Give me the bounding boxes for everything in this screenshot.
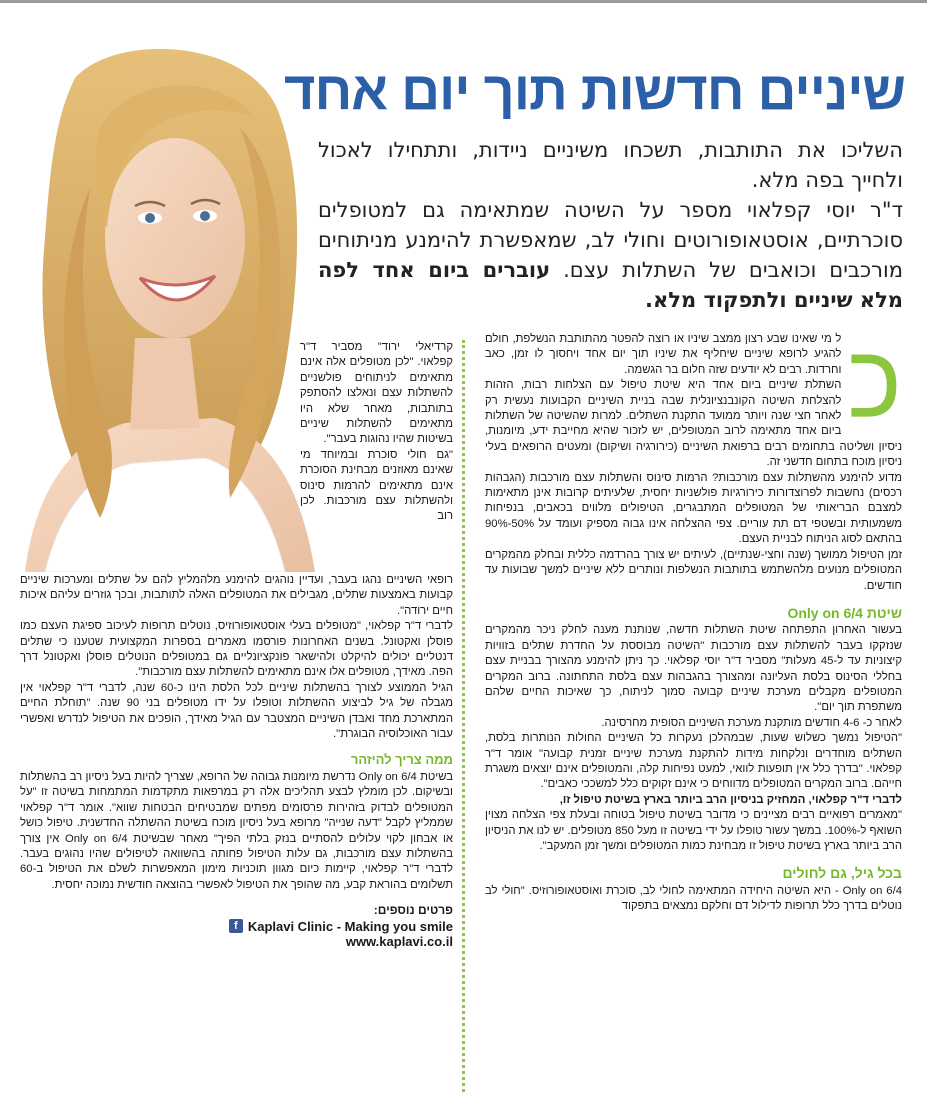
article-paragraph: זמן הטיפול ממושך (שנה וחצי-שנתיים), לעיתים יש צורך בהרדמה כללית ובחלק מהמקרים המטופלים מנועים מלהשתמש בתותבות הנשלפות ונותרים ללא שיניים למשך שבועות עד חודשים. <box>485 548 902 592</box>
article-paragraph: לדברי ד"ר קפלאוי, "מטופלים בעלי אוסטאופורוזיס, נוטלים תרופות לעיכוב ספיגת העצם כמו פוסלן ואקטונל. בשנים האחרונות פורסמו מאמרים בספרות המקצועית שטענו כי שתלים דנטליים יכולים להיקלט ולהישאר פונקציונליים גם במטופלים הנוטלים פוסלן ואקטונל דרך הפה. מאידך, מטופלים אלו אינם מתאימים להשתלות עצם מורכבות". <box>20 620 453 679</box>
section-heading-en: Only on 6/4 <box>787 604 863 621</box>
article-paragraph: רופאי השיניים נהגו בעבר, ועדיין נוהגים להימנע מלהמליץ להם על שתלים ומערכות שיניים קבועות באמצעות שתלים, מגבילים את המטופלים האלה לתותבות, ובכך גוזרים עליהם איכות חיים ירודה". <box>20 574 453 617</box>
contact-label: פרטים נוספים: <box>373 903 453 918</box>
intro-paragraph-1: השליכו את התותבות, תשכחו משיניים ניידות, ותתחילו לאכול ולחייך בפה מלא. <box>318 138 903 192</box>
website-link[interactable]: www.kaplavi.co.il <box>345 933 453 949</box>
article-paragraph: בעשור האחרון התפתחה שיטת השתלות חדשה, שנותנת מענה לחלק ניכר מהמקרים שנזקקו בעבר להשתלות עצם מורכבות "השיטה מבוססת על החדרת שתלים בזוויות קיצוניות עד ל-45 מעלות" מסביר ד"ר יוסי קפלאוי. כך ניתן להימנע מהצורך בבניית עצם בחללי הסינוס בלסת העליונה ומהצורך בהגבהות עצם בלסת התחתונה. ברוב המקרים המטופלים מקבלים מערכת שיניים קבועה סמוך לניתוח, כך שאיכות החיים שלהם משתפרת תוך יום". <box>485 624 902 714</box>
left-top-column <box>300 340 453 580</box>
article-paragraph: לאחר כ- 4-6 חודשים מותקנת מערכת השיניים הסופית מחרסינה. <box>601 716 902 729</box>
left-column <box>20 573 453 1083</box>
woman-photo <box>15 38 315 572</box>
top-rule <box>0 0 927 3</box>
section-heading-he: שיטת <box>866 604 902 621</box>
article-paragraph: "הטיפול נמשך כשלוש שעות, שבמהלכן נעקרות כל השיניים החולות הנותרות בלסת, השתלים מוחדרים ונלקחות מידות להתקנת מערכת שיניים זמנית קבועה" אומר ד"ר קפלאוי. "בדרך כלל אין תופעות לוואי, למעט נפיחות קלה, והמטופלים אינם יוצאים משגרת חייהם. ברוב המקרים המטופלים מדווחים כי אינם זקוקים כלל למשככי כאבים". <box>485 732 902 791</box>
drop-cap: כ <box>847 332 902 440</box>
facebook-text: Kaplavi Clinic - Making you smile <box>247 918 453 934</box>
article-paragraph: מדוע להימנע מהשתלות עצם מורכבות? הרמות סינוס והשתלות עצם מורכבות (הגבהות רכסים) נחשבות לפרוצדורות כירורגיות פולשניות יחסית, שלעיתים קרובות אינן מתאימות למצבם הבריאותי של המטופלים המתבגרים, הטיפולים מלווים בכאבים, בנפיחות משמעותית ובשטפי דם תת עוריים. צפי ההצלחה אינו גבוה מספיק ועומד על 50%-90% בהתאם לסוג הניתוח לבניית העצם. <box>485 471 902 546</box>
facebook-link[interactable] <box>20 919 453 934</box>
article-paragraph: ל מי שאינו שבע רצון ממצב שיניו או רוצה להפטר מהתותבת הנשלפת, חולם להגיע לרופא שיניים שיחליף את שיניו תוך יום אחד ויחסוך לו זמן, כאב וחרדות. רבים לא יודעים שזה חלום בר הגשמה. <box>485 333 842 376</box>
article-paragraph: "מאמרים רפואיים רבים מציינים כי מדובר בשיטת טיפול בטוחה ובעלת צפי הצלחה מצוין השואף ל-100%. במשך עשור טופלו על ידי בשיטה זו מעל 850 מטופלים. יש לנו את הניסיון הרב ביותר בארץ בשיטת טיפול זו מבחינת כמות המטופלים ומשך זמן המעקב". <box>485 809 902 852</box>
bold-lead-line: לדברי ד"ר קפלאוי, המחזיק בניסיון הרב ביותר בארץ בשיטת טיפול זו, <box>559 793 902 806</box>
article-paragraph: הגיל הממוצע לצורך בהשתלות שיניים לכל הלסת הינו כ-60 שנה, לדברי ד"ר קפלאוי אין מגבלה של גיל לביצוע ההשתלות וטופלו על ידו מטופלים בני 90 שנה. "תוחלת החיים המתארכת מחד ואבדן השיניים המצטבר עם הגיל מאידך, הופכים את הטיפול לנדרש ואפשרי עבור האוכלוסיה הבוגרת". <box>20 681 453 741</box>
column-divider <box>462 340 465 1092</box>
intro-paragraph-2-text: ד"ר יוסי קפלאוי מספר על השיטה שמתאימה גם למטופלים סוכרתיים, אוסטאופורוטים וחולי לב, שמאפשרת להימנע מניתוחים מורכבים וכואבים של השתלות עצם. <box>318 198 903 282</box>
intro-bold-text: עוברים ביום אחד לפה מלא שיניים ולתפקוד מלא. <box>318 258 903 312</box>
section-heading-caution: ממה צריך להיזהר <box>350 752 453 768</box>
intro-text <box>318 135 903 315</box>
intro-paragraph-2 <box>318 195 903 315</box>
facebook-icon: f <box>229 919 243 933</box>
article-paragraph: "גם חולי סוכרת ובמיוחד מי שאינם מאוזנים מבחינת הסוכרת אינם מתאימים להרמות סינוס ולהשתלות עצם מורכבות. לכן רוב <box>300 448 453 523</box>
section-heading-any-age: בכל גיל, גם לחולים <box>782 865 902 882</box>
article-paragraph: Only on 6/4 - היא השיטה היחידה המתאימה לחולי לב, סוכרת ואוסטאופורוזיס. "חולי לב נוטלים בדרך כלל תרופות לדילול דם וחלקם נמצאים בתפקוד <box>485 884 902 913</box>
article-paragraph: השתלת שיניים ביום אחד היא שיטת טיפול עם הצלחות רבות, הזהות להצלחת השיטה הקונבנציונלית שבה בניית השיניים הקבועות נעשית רק לאחר חצי שנה ויותר ממועד התקנת השתלים. למרות שהשיטה של השתלות ביום אחד מתאימה לרוב המטופלים, יש לזכור שהיא מחייבת ידע, מיומנות, ניסיון ושליטה בתחומים רבים ברפואת השיניים (כירורגיה ושיקום) ומעטים הרופאים בעלי ניסיון מוכח בתחום חדשני זה. <box>485 379 902 469</box>
article-paragraph: קרדיאלי ירוד" מסביר ד"ר קפלאוי. "לכן מטופלים אלה אינם מתאימים לניתוחים פולשניים להשתלות עצם ונאלצו להסתפק בתותבות, מאחר שלא היו מתאימים להשתלות שיניים בשיטות שהיו נהוגות בעבר". <box>300 341 453 446</box>
right-column <box>485 332 902 1104</box>
page-title: שיניים חדשות תוך יום אחד <box>284 61 905 121</box>
section-heading-only-on <box>485 606 902 621</box>
article-paragraph: בשיטת Only on 6/4 נדרשת מיומנות גבוהה של הרופא, שצריך להיות בעל ניסיון רב בהשתלות ובשיקום. לכן מומלץ לבצע תהליכים אלה רק במרפאות מתקדמות המתמחות בשיטה זו "על המטופלים לבדוק בזהירות פרסומים מפתים שמבטיחים הבטחות שווא". אומר ד"ר קפלאוי שממליץ לקבל "דעה שנייה" מרופא בעל ניסיון מוכח בשיטת ההשתלה החדשנית. טיפול כושל או אבחון לקוי עלולים להסתיים בנזק בלתי הפיך" מאחר שבשיטת Only on 6/4 אין צורך בהשתלות עצם מורכבות, גם עלות הטיפול פחותה בהשוואה לטיפולים שהיו נהוגים בעבר. לדברי ד"ר קפלאוי, קיימות כיום מגוון תוכניות מימון המאפשרות לשלם את הטיפול ב-60 תשלומים בהוראת קבע, מה שהופך את הטיפול לאפשרי בהוצאה חודשית נמוכה יחסית. <box>20 770 453 891</box>
